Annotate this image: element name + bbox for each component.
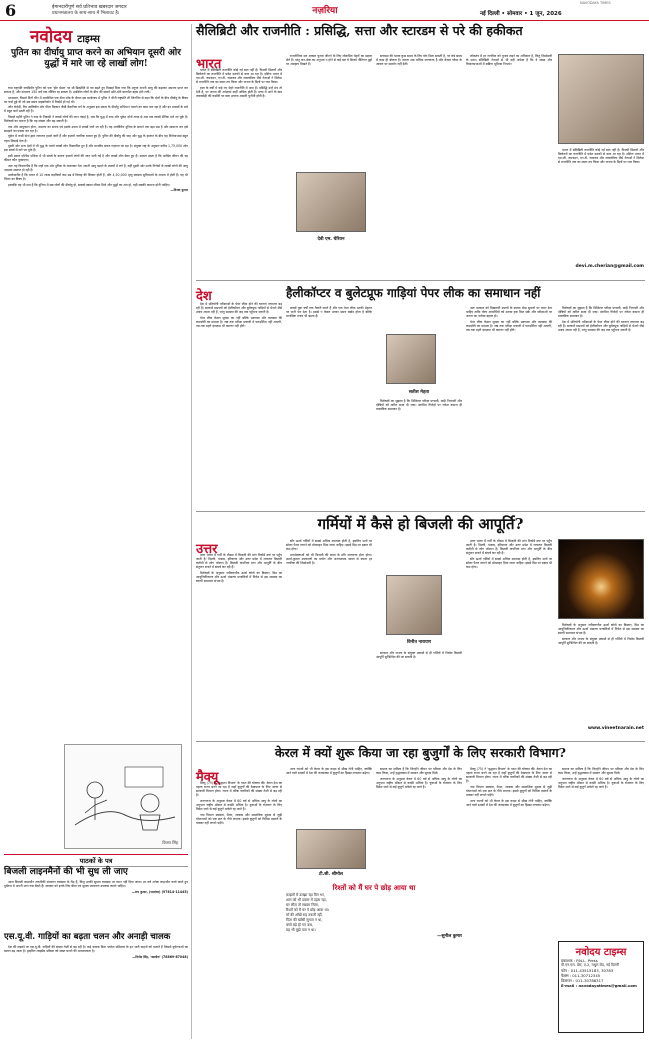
cartoon bbox=[64, 744, 182, 849]
article3-paragraph: सौर ऊर्जा गर्मियों में सबसे अधिक उपलब्ध होती है, इसलिए छतों पर सोलर पैनल लगाने को प्रोत्साहन दिया जाना चाहिए। इससे ग्रिड पर दबाव भी कम होगा। bbox=[286, 539, 372, 552]
paper-name: NAVODAYA TIMES bbox=[580, 1, 611, 5]
article2-body-col2 bbox=[286, 306, 372, 501]
article-kerala-elderly bbox=[196, 745, 645, 1039]
editorial-signature: —विजय कुमार bbox=[170, 188, 188, 193]
article2-dropcap: देश bbox=[196, 289, 212, 304]
poem-line: पिता की खाँसी सुनता न था, bbox=[286, 918, 323, 922]
article1-paragraph: हाल के वर्षों में कई नए चेहरे राजनीति में आए हैं। प्रसिद्धि उन्हें मंच तो देती है, पर जनता की अपेक्षाएं कहीं अधिक होती हैं। सत्ता में आने के बाद जवाबदेही की कसौटी पर खरा उतरना असली चुनौती होती है। bbox=[196, 85, 282, 99]
poem-line: घर लौटा तो सन्नाटा मिला, bbox=[286, 903, 319, 907]
letter2-signature: —विनोद सिंह, 'खातोरा' (78869-87048) bbox=[132, 954, 188, 959]
article1-body-col2 bbox=[286, 54, 372, 169]
article2-paragraph: देश में प्रतियोगी परीक्षाओं के पेपर लीक होने की घटनाएं लगातार बढ़ रही हैं। सरकारें प्रश्नपत्रों को हेलीकॉप्टर और बुलेटप्रूफ गाड़ियों से भेजने जैसे उपाय अपना रही हैं, परंतु समस्या की जड़ तक पहुँचना ज़रूरी है। bbox=[196, 302, 282, 315]
article1-body-col3 bbox=[376, 54, 462, 274]
article2-paragraph: पेपर लीक केवल सुरक्षा का नहीं बल्कि भ्रष्टाचार और व्यवस्था की कमज़ोरी का मामला है। जब तक परीक्षा प्रणाली में पारदर्शिता नहीं आएगी, तब तक महंगे इंतज़ाम भी कारगर नहीं होंगे। bbox=[196, 315, 282, 328]
article3-paragraph: विशेषज्ञों के अनुसार नवीकरणीय ऊर्जा स्रोतों का विस्तार, ग्रिड का आधुनिकीकरण और ऊर्जा भंडारण प्रणालियों में निवेश से इस समस्या का स्थायी समाधान संभव है। bbox=[196, 570, 282, 584]
article1-paragraph: भारत में सेलिब्रिटी राजनीति कोई नई बात नहीं है। फिल्मी सितारों और क्रिकेटरों का राजनीति में प्रवेश दशकों से चला आ रहा है। दक्षिण भारत में एम.जी. रामचंद्रन, एन.टी. रामाराव और जयललिता जैसे नेताओं ने सिनेमा से राजनीति तक का सफर तय किया और जनता के दिलों पर राज किया। bbox=[196, 68, 282, 85]
article4-body-col1 bbox=[196, 781, 282, 1031]
article3-body-col1 bbox=[196, 553, 282, 735]
page-number: 6 bbox=[5, 1, 17, 20]
article-electricity bbox=[196, 515, 645, 740]
article3-paragraph: उत्तर भारत में गर्मी के मौसम में बिजली की मांग रिकॉर्ड स्तर पर पहुँच जाती है। दिल्ली, पंजाब, हरियाणा और उत्तर प्रदेश में लगातार बिजली कटौती से लोग परेशान हैं। बिजली कंपनियां मांग और आपूर्ति के बीच संतुलन बनाने में संघर्ष कर रही हैं। bbox=[466, 539, 552, 556]
letter2-headline-text: एस.यू.वी. गाड़ियों का बढ़ता चलन और अनाड़ी चालक bbox=[4, 932, 171, 942]
cartoon-label: विजय सिंह bbox=[162, 840, 178, 845]
article4-body-col5 bbox=[558, 767, 644, 932]
editorial-headline: पुतिन का दीर्घायु प्राप्त करने का अभियान दूसरी ओर युद्धों में मारे जा रहे लाखों लोग! bbox=[11, 48, 181, 69]
article4-body-col2 bbox=[286, 767, 372, 827]
article1-body-col4 bbox=[466, 54, 552, 274]
footer-fax: फैक्स : 011-30712345 bbox=[561, 973, 601, 978]
author-photo-vineet bbox=[386, 575, 442, 635]
footer-email: E-mail : navodayatimes@gmail.com bbox=[561, 983, 637, 988]
letter1-headline-text: बिजली लाइनमैनों की भी सुध ली जाए bbox=[4, 867, 128, 877]
article3-body-col3 bbox=[376, 651, 462, 735]
editorial-paragraph: हालांकि यह भी सच है कि दुनिया में सब लोगों की दीर्घायु हो, सबको स्वस्थ जीवन मिले और युद्धों का अंत हो, यही सबकी कामना होनी चाहिए। bbox=[8, 182, 170, 187]
article1-headline: सैलिब्रिटी और राजनीति : प्रसिद्धि, सत्ता और स्टारडम से परे की हकीकत bbox=[196, 23, 523, 38]
article3-dropcap: उत्तर bbox=[196, 542, 218, 557]
article3-photo-lamp bbox=[558, 539, 644, 619]
article1-body-col5 bbox=[558, 148, 644, 258]
article2-author: सतीश मेहता bbox=[408, 390, 430, 395]
article3-body-col2 bbox=[286, 539, 372, 735]
letter2-text: देश की सड़कों पर एस.यू.वी. गाड़ियों की संख्या तेज़ी से बढ़ रही है। कई चालक बिना पर्याप्त प्रशिक्षण के इन भारी वाहनों को चलाते हैं जिससे दुर्घटनाओं का खतरा बढ़ जाता है। ड्राइविंग लाइसेंस प्रक्रिया को सख्त बनाने की आवश्यकता है। bbox=[4, 945, 188, 954]
letter1-body bbox=[4, 880, 188, 930]
article4-paragraph: समाज का दायित्व है कि जिन्होंने जीवन भर परिवार और देश के लिए काम किया, उन्हें वृद्धावस्था में सम्मान और सुरक्षा मिले। bbox=[376, 767, 462, 776]
editorial-paragraph: जॉन केनेडी, रिम आलिबीग और पीटर विल्सन जैसी वैज्ञानिक वर्ग के अनुसार इस प्रकार के दीर्घायु अभियान चलाने का काम चल रहा है और इन प्रयासों के बारे में बहुत बातें उठती रही हैं। bbox=[4, 105, 188, 114]
article1-dropcap: भारत bbox=[196, 57, 222, 72]
article1-author: देवी एम. चेरियन bbox=[317, 237, 345, 242]
section-rule bbox=[196, 741, 645, 742]
article4-paragraph: नया विभाग स्वास्थ्य, पेंशन, आवास और सामाजिक सुरक्षा से जुड़ी योजनाओं को एक छत के नीचे लाएगा। इससे बुजुर्गों को विभिन्न दफ्तरों के चक्कर नहीं लगाने पड़ेंगे। bbox=[196, 812, 282, 825]
city-date: नई दिल्ली • सोमवार • 1 जून, 2026 bbox=[480, 11, 562, 17]
editorial-paragraph: एक ओर आयुष्मान होना, अमरता का सपना एवं इसके उपाय में लाखों जानें जा रही हैं। यह अंतर्विरोध दुनिया के सामने एक बड़ा प्रश्न है और सामान्य जन इसे समझने का प्रयास कर रहा है। bbox=[4, 124, 188, 133]
poem-line: शाम को भी दफ़्तर में ठहरा रहा, bbox=[286, 898, 327, 902]
editorial-paragraph: यूक्रेन में रूसी सेना द्वारा लगातार हमले जारी हैं और हज़ारों नागरिक घायल हुए हैं। पुतिन की दीर्घायु की चाह और युद्ध के हालात के बीच यह विरोधाभास बहुत गहरा दिखाई देता है। bbox=[4, 134, 188, 143]
article4-paragraph: जनगणना के अनुसार केरल में 60 वर्ष से अधिक आयु के लोगों का अनुपात राष्ट्रीय औसत से काफ़ी अधिक है। युवाओं के रोज़गार के लिए विदेश जाने से कई बुजुर्ग अकेले रह जाते हैं। bbox=[196, 798, 282, 812]
masthead-suffix: टाइम्स bbox=[77, 34, 100, 45]
article-paper-leak bbox=[196, 284, 645, 509]
footer-phone: फोन : 011-43515183, 30783 bbox=[561, 968, 614, 973]
article3-paragraph: विशेषज्ञों के अनुसार नवीकरणीय ऊर्जा स्रोतों का विस्तार, ग्रिड का आधुनिकीकरण और ऊर्जा भंडारण प्रणालियों में निवेश से इस समस्या का स्थायी समाधान संभव है। bbox=[558, 623, 644, 636]
header-rule bbox=[0, 20, 649, 21]
article4-paragraph: नया विभाग स्वास्थ्य, पेंशन, आवास और सामाजिक सुरक्षा से जुड़ी योजनाओं को एक छत के नीचे लाएगा। इससे बुजुर्गों को विभिन्न दफ्तरों के चक्कर नहीं लगाने पड़ेंगे। bbox=[466, 784, 552, 798]
article3-website: www.vineetnarain.net bbox=[587, 726, 644, 731]
footer-ad-phone: विज्ञापन : 011-30786317 bbox=[561, 978, 604, 983]
cartoon-drawing-icon bbox=[65, 745, 183, 840]
article1-email: devi.m.cherian@gmail.com bbox=[575, 264, 644, 269]
article4-body-col4 bbox=[466, 767, 552, 1032]
article2-headline: हैलीकॉप्टर व बुलेटप्रूफ गाड़ियां पेपर लीक का समाधान नहीं bbox=[286, 286, 541, 300]
poem-line: बच्चे बड़े हो गए कब, bbox=[286, 923, 314, 927]
article3-author: विनीत नारायण bbox=[407, 640, 431, 645]
article4-paragraph: मैक्यू (75) ने 'वृद्धजन विभाग' के गठन की घोषणा की। केरल देश का पहला राज्य बनने जा रहा है जहाँ बुजुर्गों की देखभाल के लिए अलग से सरकारी विभाग होगा। राज्य में वरिष्ठ नागरिकों की संख्या तेज़ी से बढ़ रही है। bbox=[466, 767, 552, 784]
editorial-paragraph: दरअसल, पिछले दिनों चीन में आयोजित एक सैन्य परेड के दौरान इस वार्तालाप में पुतिन ने चीनी राष्ट्रपति शी जिनपिंग से कहा कि दोनों के बीच दीर्घायु के विषय पर चर्चा हुई थी जो उस समय माइक्रोफोन में रिकॉर्ड हो गई थी। bbox=[4, 95, 188, 104]
article3-headline-text: गर्मियों में कैसे हो बिजली की आपूर्ति? bbox=[317, 515, 524, 533]
article4-paragraph: अन्य राज्यों को भी केरल के इस कदम से सीख लेनी चाहिए, क्योंकि आने वाले दशकों में देश की जनसंख्या में बुजुर्गों का हिस्सा लगातार बढ़ेगा। bbox=[286, 767, 372, 776]
left-column bbox=[4, 24, 188, 1039]
section-rule bbox=[196, 511, 645, 512]
article3-paragraph: उत्तर भारत में गर्मी के मौसम में बिजली की मांग रिकॉर्ड स्तर पर पहुँच जाती है। दिल्ली, पंजाब, हरियाणा और उत्तर प्रदेश में लगातार बिजली कटौती से लोग परेशान हैं। बिजली कंपनियां मांग और आपूर्ति के बीच संतुलन बनाने में संघर्ष कर रही हैं। bbox=[196, 553, 282, 570]
article3-paragraph: सौर ऊर्जा गर्मियों में सबसे अधिक उपलब्ध होती है, इसलिए छतों पर सोलर पैनल लगाने को प्रोत्साहन दिया जाना चाहिए। इससे ग्रिड पर दबाव भी कम होगा। bbox=[466, 556, 552, 570]
article1-paragraph: भारत में सेलिब्रिटी राजनीति कोई नई बात नहीं है। फिल्मी सितारों और क्रिकेटरों का राजनीति में प्रवेश दशकों से चला आ रहा है। दक्षिण भारत में एम.जी. रामचंद्रन, एन.टी. रामाराव और जयललिता जैसे नेताओं ने सिनेमा से राजनीति तक का सफर तय किया और जनता के दिलों पर राज किया। bbox=[558, 148, 644, 165]
header-tagline-line1: ईमानदारीपूर्ण सर्व प्रतिभाव खबरदार जगदार bbox=[52, 5, 127, 10]
article1-paragraph: स्टारडम की चमक कुछ समय के लिए वोट दिला सकती है, पर लंबे समय में काम ही बोलता है। जनता अब अधिक जागरूक है और केवल ग्लैमर के आधार पर समर्थन नहीं देती। bbox=[376, 54, 462, 67]
article4-paragraph: समाज का दायित्व है कि जिन्होंने जीवन भर परिवार और देश के लिए काम किया, उन्हें वृद्धावस्था में सम्मान और सुरक्षा मिले। bbox=[558, 767, 644, 776]
column-divider bbox=[191, 24, 192, 1039]
article2-paragraph: विशेषज्ञों का सुझाव है कि डिजिटल परीक्षा प्रणाली, कड़ी निगरानी और दोषियों को त्वरित सज़ा दी जाए। संगठित गिरोहों पर नकेल कसना ही वास्तविक समाधान है। bbox=[376, 399, 462, 412]
article2-paragraph: देश में प्रतियोगी परीक्षाओं के पेपर लीक होने की घटनाएं लगातार बढ़ रही हैं। सरकारें प्रश्नपत्रों को हेलीकॉप्टर और बुलेटप्रूफ गाड़ियों से भेजने जैसे उपाय अपना रही हैं, परंतु समस्या की जड़ तक पहुँचना ज़रूरी है। bbox=[558, 319, 644, 332]
letter2-body bbox=[4, 945, 188, 1037]
article1-paragraph: लोकतंत्र में हर नागरिक को चुनाव लड़ने का अधिकार है, किंतु जिम्मेदारी के साथ। सेलिब्रिटी नेताओं से भी यही अपेक्षा है कि वे संसद और विधानसभाओं में सक्रिय भूमिका निभाएं। bbox=[466, 54, 552, 67]
masthead-name: नवोदय bbox=[30, 27, 73, 47]
author-photo-satish bbox=[386, 334, 436, 384]
article-celebrity-politics bbox=[196, 24, 645, 279]
poem-author: —सुनील कुमार bbox=[437, 934, 462, 939]
article3-paragraph: सरकार और जनता के संयुक्त प्रयासों से ही गर्मियों में निर्बाध बिजली आपूर्ति सुनिश्चित की जा सकती है। bbox=[558, 636, 644, 645]
article3-headline bbox=[196, 515, 645, 533]
article4-author: टी.सी. श्रीमोल bbox=[319, 872, 343, 877]
poem-line: फ़ाइलों में उलझा रहा दिन भर, bbox=[286, 893, 326, 897]
footer-masthead-box bbox=[558, 941, 644, 1033]
article1-photo bbox=[558, 54, 644, 144]
article4-paragraph: मैक्यू (75) ने 'वृद्धजन विभाग' के गठन की घोषणा की। केरल देश का पहला राज्य बनने जा रहा है जहाँ बुजुर्गों की देखभाल के लिए अलग से सरकारी विभाग होगा। राज्य में वरिष्ठ नागरिकों की संख्या तेज़ी से बढ़ रही है। bbox=[196, 781, 282, 798]
article2-paragraph: अतः सरकार को दिखावटी उपायों के बजाय ठोस सुधारों पर ध्यान देना चाहिए ताकि योग्य अभ्यर्थियों को उनका हक मिल सके और परीक्षाओं पर जनता का भरोसा बहाल हो। bbox=[466, 306, 552, 319]
poem-line: यह भी मुझे पता न था। bbox=[286, 928, 316, 932]
letter2-headline bbox=[4, 932, 188, 942]
editorial-paragraph: पिछले महीने पुतिन ने रूस के निवासी ने लाखों लोगों की जान गंवाई है, जब कि युद्ध में रूस और यूक्रेन दोनों तरफ़ से अब तक लाखों सैनिक मारे जा चुके हैं। विशेषज्ञों का मानना है कि यह संख्या और बढ़ सकती है। bbox=[4, 115, 188, 124]
letter1-headline bbox=[4, 867, 188, 878]
article4-paragraph: जनगणना के अनुसार केरल में 60 वर्ष से अधिक आयु के लोगों का अनुपात राष्ट्रीय औसत से काफ़ी अधिक है। युवाओं के रोज़गार के लिए विदेश जाने से कई बुजुर्ग अकेले रह जाते हैं। bbox=[558, 776, 644, 789]
article3-body-col5 bbox=[558, 623, 644, 723]
poem-line: रिश्तों को मैं घर पे छोड़ आया था। bbox=[286, 908, 330, 912]
article2-paragraph: पेपर लीक केवल सुरक्षा का नहीं बल्कि भ्रष्टाचार और व्यवस्था की कमज़ोरी का मामला है। जब तक परीक्षा प्रणाली में पारदर्शिता नहीं आएगी, तब तक महंगे इंतज़ाम भी कारगर नहीं होंगे। bbox=[466, 319, 552, 332]
article4-headline: केरल में क्यों शुरू किया जा रहा बुजुर्गों के लिए सरकारी विभाग? bbox=[275, 745, 566, 760]
article2-paragraph: लाखों युवा वर्षों तक तैयारी करते हैं और एक पेपर लीक उनकी मेहनत पर पानी फेर देता है। इससे न केवल उनका समय बर्बाद होता है बल्कि मानसिक तनाव भी बढ़ता है। bbox=[286, 306, 372, 319]
article3-body-col4 bbox=[466, 539, 552, 735]
editorial-body bbox=[4, 86, 188, 826]
article2-body-col3 bbox=[376, 399, 462, 499]
article1-paragraph: राजनीतिक दल अक्सर चुनाव जीतने के लिए लोकप्रिय चेहरों का सहारा लेते हैं। परंतु जन-सेवा का अनुभव न होने से कई बार ये सितारे नीतिगत मुद्दों पर असहाय दिखते हैं। bbox=[286, 54, 372, 67]
article2-paragraph: विशेषज्ञों का सुझाव है कि डिजिटल परीक्षा प्रणाली, कड़ी निगरानी और दोषियों को त्वरित सज़ा दी जाए। संगठित गिरोहों पर नकेल कसना ही वास्तविक समाधान है। bbox=[558, 306, 644, 319]
poem-title: रिश्तों को मैं घर पे छोड़ आया था bbox=[332, 883, 416, 892]
editorial-paragraph: दूसरी ओर अन्य देशों में भी युद्ध के चलते लाखों लोग विस्थापित हुए हैं और मानवीय संकट गहराता जा रहा है। संयुक्त राष्ट्र के अनुसार करीब 1,75,000 लोग इस संघर्ष में मारे जा चुके हैं। bbox=[4, 144, 188, 153]
article4-dropcap: मैक्यू bbox=[196, 770, 219, 785]
masthead-logo bbox=[30, 24, 166, 47]
editorial-paragraph: इसी प्रकार पश्चिम एशिया में भी संघर्ष के कारण हज़ारों लोगों की जान चली गई है और लाखों लोग बेघर हुए हैं। सवाल उठता है कि आखिर जीवन की यह कीमत कौन चुकाएगा। bbox=[4, 153, 188, 162]
page-header bbox=[0, 0, 649, 22]
section-title: नज़रिया bbox=[312, 6, 338, 16]
article1-body-col1 bbox=[196, 68, 282, 273]
poem-line: माँ की आँखें राह तकती रहीं, bbox=[286, 913, 323, 917]
header-tagline-line2: प्रधानमंत्रालय के साथ-साथ में भिलावट है। bbox=[52, 11, 120, 16]
poem-box bbox=[286, 883, 462, 1033]
article2-body-col5 bbox=[558, 306, 644, 501]
editorial-paragraph: अतः यह विचारणीय है कि जहाँ एक ओर दुनिया के ताकतवर नेता अपनी आयु बढ़ाने के उपायों में लगे हैं, वहीं दूसरी ओर उनके निर्णयों से लाखों लोगों की आयु असमय समाप्त हो रही है। bbox=[4, 163, 188, 172]
article4-body-col3 bbox=[376, 767, 462, 879]
article2-body-col1 bbox=[196, 302, 282, 502]
editorial-paragraph: रूस राष्ट्रपति व्लादिमीर पुतिन को एक 'हॉट मेडल' पर सी डिस्प्रोज़ि से पत्र बढ़ते हुए दिखाई दिया गया कि मनुष्य अपनी आयु की बढ़ाकर अमरता प्राप्त कर सकता है, और संभवतः 150 वर्ष तक जीवित रह सकता है। उपस्थित लोगों के बीच की सामने छोटे-मोटे बातचीत बहस होने लगी। bbox=[4, 86, 188, 95]
footer-address: पी.एन.एल. प्रेस, ए-2, मथुरा रोड, नई दिल्ली bbox=[561, 963, 619, 967]
letter1-signature: —राम कुमार, (जालंधर) (97814-11445) bbox=[131, 889, 188, 894]
author-photo-srimol bbox=[296, 829, 366, 869]
letters-header: पाठकों के पत्र bbox=[4, 854, 188, 867]
article4-paragraph: जनगणना के अनुसार केरल में 60 वर्ष से अधिक आयु के लोगों का अनुपात राष्ट्रीय औसत से काफ़ी अधिक है। युवाओं के रोज़गार के लिए विदेश जाने से कई बुजुर्ग अकेले रह जाते हैं। bbox=[376, 776, 462, 789]
article2-body-col4 bbox=[466, 306, 552, 501]
editorial-paragraph: उल्लेखनीय है कि भारत में 10 लाख लड़कियाँ कम उम्र में विवाह की शिकार होती हैं, और 4,50,000 मृत्यु स्वास्थ्य सुविधाओं के अभाव में होती हैं। यह भी चिंतन का विषय है। bbox=[4, 173, 188, 182]
article4-paragraph: अन्य राज्यों को भी केरल के इस कदम से सीख लेनी चाहिए, क्योंकि आने वाले दशकों में देश की जनसंख्या में बुजुर्गों का हिस्सा लगातार बढ़ेगा। bbox=[466, 798, 552, 807]
article3-paragraph: उपभोक्ताओं को भी बिजली की बचत के प्रति जागरूक होना होगा। ऊर्जा-कुशल उपकरणों का प्रयोग और अनावश्यक खपत से बचना हर नागरिक की ज़िम्मेदारी है। bbox=[286, 552, 372, 565]
letter1-text: आज बिजली लाइनमैन तकनीकी संचालन व्यवस्था के रीढ़ हैं, किंतु उनकी सुरक्षा व्यवस्था पर ध्यान नहीं दिया जाता। हर वर्ष अनेक लाइनमैन कार्य करते हुए दुर्घटना में अपनी जान गंवा बैठते हैं। सरकार को इनके लिए बीमा एवं सुरक्षा उपकरण उपलब्ध कराने चाहिए। bbox=[4, 880, 188, 889]
section-rule bbox=[196, 280, 645, 281]
article3-paragraph: सरकार और जनता के संयुक्त प्रयासों से ही गर्मियों में निर्बाध बिजली आपूर्ति सुनिश्चित की जा सकती है। bbox=[376, 651, 462, 660]
author-photo-devi bbox=[296, 172, 366, 232]
footer-masthead: नवोदय टाइम्स bbox=[575, 947, 627, 958]
footer-publisher: प्रकाशक : P.N.L. Press bbox=[561, 958, 598, 963]
